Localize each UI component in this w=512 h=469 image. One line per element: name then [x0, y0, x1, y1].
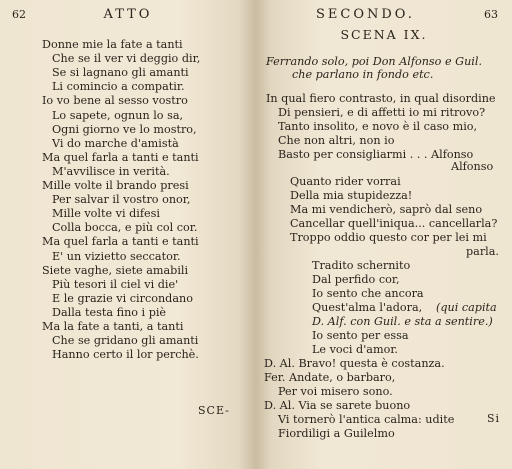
verse-line: Ma quel farla a tanti e tanti — [42, 235, 199, 249]
text-line: D. Al. Bravo! questa è costanza. — [264, 357, 445, 370]
verse-line: Più tesori il ciel vi die' — [52, 277, 179, 291]
verse-line: Colla bocca, e più col cor. — [52, 221, 198, 235]
right-page-header — [256, 6, 512, 26]
text-line: (qui capita — [436, 301, 497, 314]
verse-line: Per salvar il vostro onor, — [52, 193, 191, 207]
text-line: Quest'alma l'adora, — [312, 301, 423, 314]
verse-line: Se si lagnano gli amanti — [52, 66, 189, 80]
text-line: Che non altri, non io — [278, 134, 395, 147]
text-line: Ma mi vendicherò, saprò dal seno — [290, 203, 483, 216]
text-line: Troppo oddio questo cor per lei mi — [290, 231, 487, 244]
text-line: Tradito schernito — [312, 259, 411, 272]
text-line: Di pensieri, e di affetti io mi ritrovo? — [278, 106, 486, 119]
text-line: Le voci d'amor. — [312, 343, 398, 356]
verse-line: Donne mie la fate a tanti — [42, 38, 183, 51]
verse-line: Che se il ver vi deggio dir, — [52, 52, 201, 66]
text-line: Io sento per essa — [312, 329, 409, 342]
right-page — [256, 0, 512, 469]
text-line: Dal perfido cor, — [312, 273, 400, 286]
text-line: Basto per consigliarmi . . . Alfonso — [278, 148, 474, 161]
running-header: ATTO — [103, 7, 153, 22]
text-line: Cancellar quell'iniqua... cancellarla? — [290, 217, 498, 230]
verse-line: E le grazie vi circondano — [52, 291, 193, 305]
text-line: parla. — [466, 245, 499, 258]
verse-line: Mille volte il brando presi — [42, 179, 189, 192]
verse-line: Siete vaghe, siete amabili — [42, 263, 189, 277]
running-header: SECONDO. — [316, 7, 415, 22]
text-line: Della mia stupidezza! — [290, 189, 413, 202]
verse-line: M'avvilisce in verità. — [52, 164, 170, 178]
verse-line: Io vo bene al sesso vostro — [42, 94, 188, 108]
verse-line: Mille volte vi difesi — [52, 207, 160, 221]
text-line: Fiordiligi a Guilelmo — [278, 427, 395, 440]
catchword: SCE- — [198, 404, 230, 417]
left-page-header — [0, 6, 256, 26]
catchword: Si — [487, 412, 501, 425]
verse-line: Dalla testa fino i piè — [52, 305, 167, 319]
text-line: D. Al. Via se sarete buono — [264, 399, 411, 412]
verse-line: Lo sapete, ognun lo sa, — [52, 108, 184, 122]
text-line: Tanto insolito, e novo è il caso mio, — [278, 120, 478, 133]
text-line: Vi tornerò l'antica calma: udite — [278, 413, 455, 426]
text-line: In qual fiero contrasto, in qual disordine — [266, 92, 496, 105]
verse-line: Che se gridano gli amanti — [52, 334, 199, 348]
verse-line: Hanno certo il lor perchè. — [52, 348, 199, 362]
verse-line: Ogni giorno ve lo mostro, — [52, 122, 197, 136]
text-line: Alfonso — [451, 160, 494, 173]
verse-line: Li comincio a compatir. — [52, 80, 185, 94]
verse-line: Vi do marche d'amistà — [52, 136, 179, 150]
verse-line: E' un vizietto seccator. — [52, 249, 181, 263]
stage-direction-line: che parlano in fondo etc. — [292, 68, 434, 81]
text-line: Per voi misero sono. — [278, 385, 393, 398]
page-number: 63 — [484, 8, 498, 21]
stage-direction-line: Ferrando solo, poi Don Alfonso e Guil. — [266, 55, 482, 68]
verse-line: Ma la fate a tanti, a tanti — [42, 320, 184, 333]
text-line: Quanto rider vorrai — [290, 175, 401, 188]
text-line: D. Alf. con Guil. e sta a sentire.) — [312, 315, 493, 328]
verse-line: Ma quel farla a tanti e tanti — [42, 150, 199, 164]
text-line: Io sento che ancora — [312, 287, 424, 300]
scene-title: SCENA IX. — [340, 27, 428, 42]
text-line: Fer. Andate, o barbaro, — [264, 371, 396, 384]
page-number: 62 — [12, 8, 26, 21]
